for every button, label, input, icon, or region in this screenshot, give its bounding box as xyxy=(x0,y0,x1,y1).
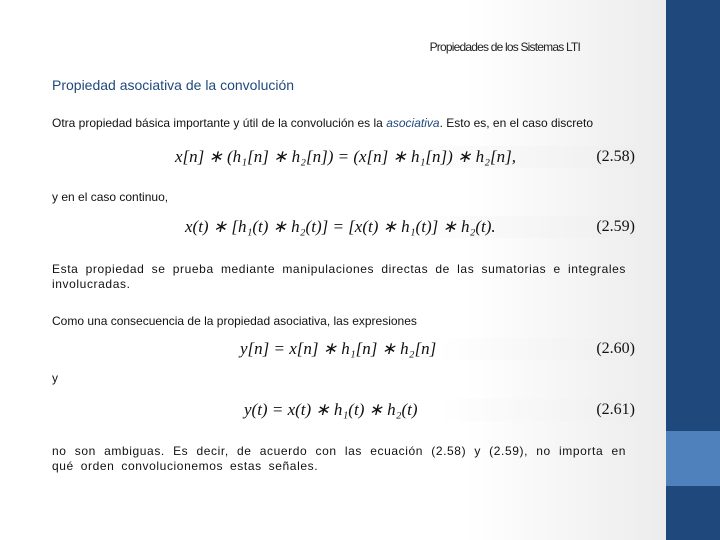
equation-2-61 xyxy=(244,399,637,421)
equation-expression: y(t) = x(t) ∗ h₁(t) ∗ h₂(t) xyxy=(244,400,418,419)
equation-expression: y[n] = x[n] ∗ h₁[n] ∗ h₂[n] xyxy=(240,339,437,358)
paragraph-continuous: y en el caso continuo, xyxy=(52,190,169,204)
sidebar-decoration xyxy=(666,0,720,540)
equation-expression: x(t) ∗ [h₁(t) ∗ h₂(t)] = [x(t) ∗ h₁(t)] ∗ h₂(t). xyxy=(185,217,496,236)
equation-number: (2.61) xyxy=(596,401,635,418)
text: Otra propiedad básica importante y útil de la convolución es la xyxy=(52,116,387,130)
text: . Esto es, en el caso discreto xyxy=(439,116,593,130)
equation-number: (2.58) xyxy=(596,148,635,165)
paragraph-consequence: Como una consecuencia de la propiedad asociativa, las expresiones xyxy=(52,314,417,328)
paragraph-proof: Esta propiedad se prueba mediante manipulaciones directas de las sumatorias e integrales involucradas. xyxy=(52,262,626,291)
slide-header: Propiedades de los Sistemas LTI xyxy=(429,40,580,54)
equation-number: (2.59) xyxy=(596,218,635,235)
equation-expression: x[n] ∗ (h₁[n] ∗ h₂[n]) = (x[n] ∗ h₁[n]) ∗ h₂[n], xyxy=(175,147,516,166)
emphasis-term: asociativa xyxy=(386,116,440,130)
equation-2-58 xyxy=(175,146,637,168)
slide-title: Propiedad asociativa de la convolución xyxy=(52,77,295,93)
paragraph-y: y xyxy=(52,371,58,385)
paragraph-intro xyxy=(52,116,626,131)
equation-number: (2.60) xyxy=(596,340,635,357)
equation-2-60 xyxy=(240,338,637,360)
paragraph-conclusion: no son ambiguas. Es decir, de acuerdo con las ecuación (2.58) y (2.59), no importa en qué orden convolucionemos estas señales. xyxy=(52,444,626,473)
sidebar-accent-block xyxy=(666,431,720,486)
equation-2-59 xyxy=(185,216,637,238)
